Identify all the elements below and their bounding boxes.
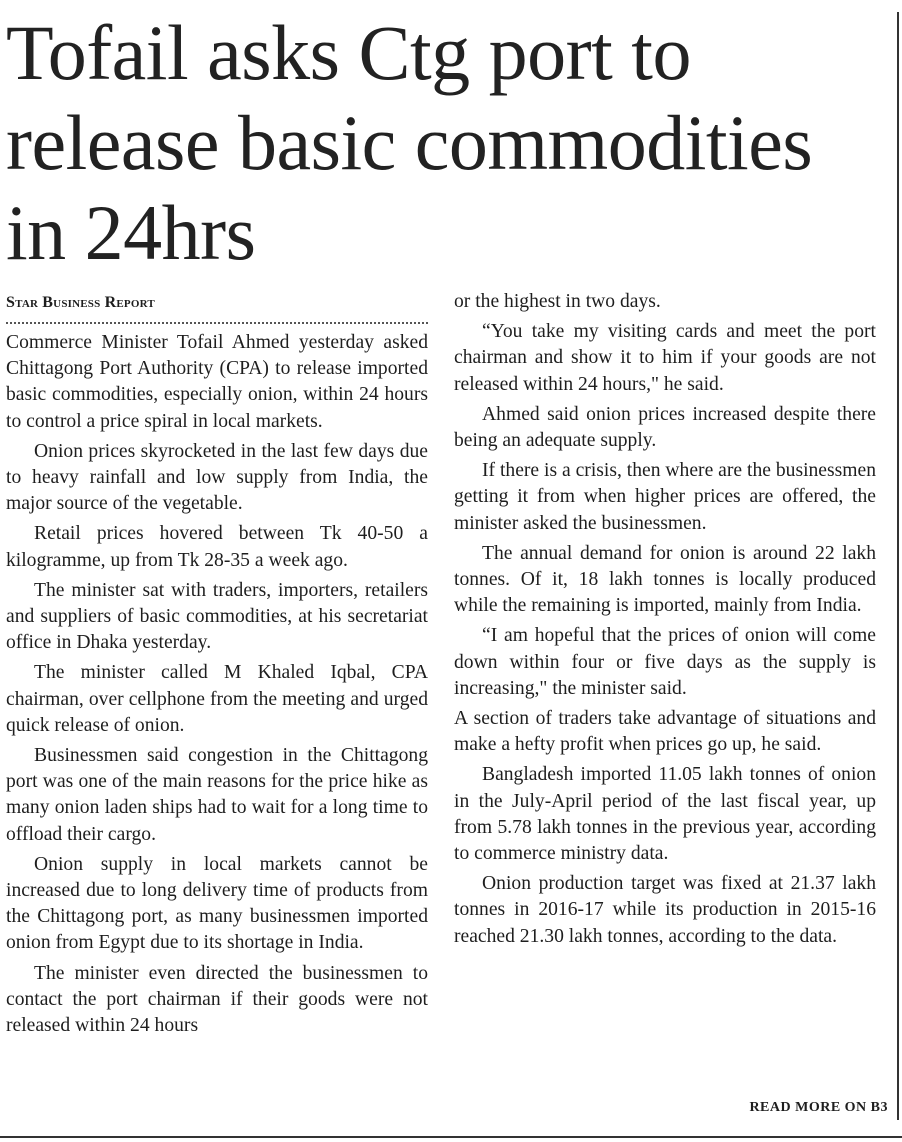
- paragraph: Businessmen said congestion in the Chittagong port was one of the main reasons for the price hike as many onion laden ships had to wait for a long time to offload their cargo.: [6, 745, 428, 845]
- read-more-link[interactable]: READ MORE ON B3: [749, 1100, 888, 1115]
- paragraph: Commerce Minister Tofail Ahmed yesterday asked Chittagong Port Authority (CPA) to release imported basic commodities, especially onion, within 24 hours to control a price spiral in local markets.: [6, 332, 428, 432]
- paragraph-continuation: or the highest in two days.: [454, 291, 661, 312]
- paragraph: Onion supply in local markets cannot be increased due to long delivery time of products from the Chittagong port, as many businessmen imported onion from Egypt due to its shortage in India.: [6, 853, 428, 954]
- paragraph: The minister even directed the businessmen to contact the port chairman if their goods were not released within 24 hours: [6, 962, 428, 1037]
- paragraph: Retail prices hovered between Tk 40-50 a kilogramme, up from Tk 28-35 a week ago.: [6, 523, 428, 571]
- paragraph: Ahmed said onion prices increased despite there being an adequate supply.: [454, 403, 876, 452]
- byline: Star Business Report: [6, 294, 155, 311]
- bottom-rule: [0, 1136, 902, 1138]
- paragraph: Bangladesh imported 11.05 lakh tonnes of onion in the July-April period of the last fiscal year, up from 5.78 lakh tonnes in the previous year, according to commerce ministry data.: [454, 764, 876, 865]
- article-column-left: [6, 290, 428, 1043]
- paragraph: A section of traders take advantage of situations and make a hefty profit when prices go up, he said.: [454, 708, 876, 756]
- paragraph: “I am hopeful that the prices of onion will come down within four or five days as the supply is increasing," the minister said.: [454, 625, 876, 699]
- paragraph: The annual demand for onion is around 22 lakh tonnes. Of it, 18 lakh tonnes is locally produced while the remaining is imported, mainly from India.: [454, 542, 876, 617]
- headline: Tofail asks Ctg port to release basic commodities in 24hrs: [6, 9, 813, 276]
- dotted-divider: [6, 322, 428, 324]
- paragraph: If there is a crisis, then where are the businessmen getting it from when higher prices are offered, the minister asked the businessmen.: [454, 460, 876, 534]
- paragraph: Onion prices skyrocketed in the last few days due to heavy rainfall and low supply from India, the major source of the vegetable.: [6, 440, 428, 515]
- paragraph: “You take my visiting cards and meet the port chairman and show it to him if your goods are not released within 24 hours," he said.: [454, 321, 876, 395]
- paragraph: The minister called M Khaled Iqbal, CPA chairman, over cellphone from the meeting and urged quick release of onion.: [6, 662, 428, 736]
- paragraph: The minister sat with traders, importers, retailers and suppliers of basic commodities, at his secretariat office in Dhaka yesterday.: [6, 579, 428, 654]
- column-rule: [897, 12, 899, 1120]
- paragraph: Onion production target was fixed at 21.37 lakh tonnes in 2016-17 while its production in 2015-16 reached 21.30 lakh tonnes, according to the data.: [454, 873, 876, 947]
- article-column-right: [454, 289, 876, 954]
